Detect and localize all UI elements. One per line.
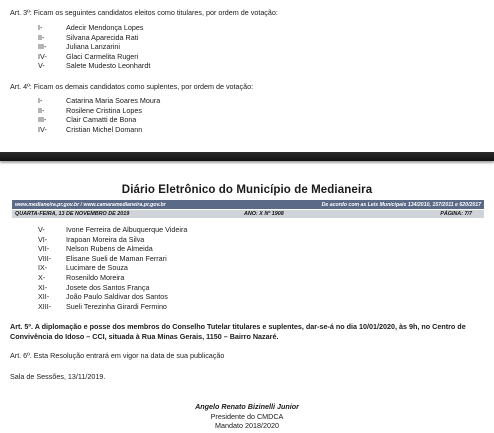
gazette-title: Diário Eletrônico do Município de Medianeira [121, 184, 373, 196]
signatory-role: Presidente do CMDCA [210, 411, 284, 421]
list-item: IX- Lucimare de Souza [38, 263, 128, 273]
page-number: PÁGINA: 7/7 [440, 211, 472, 218]
signatory-name: Angelo Renato Bizinelli Junior [195, 402, 299, 411]
list-item: V- Ivone Ferreira de Albuquerque Videira [38, 225, 188, 234]
suplentes-list [38, 96, 160, 134]
list-item: VII- Nelson Rubens de Almeida [38, 244, 153, 254]
list-item: XII- João Paulo Saldivar dos Santos [38, 292, 168, 302]
article-5-text: Art. 5º. A diplomação e posse dos membros do Conselho Tutelar titulares e suplentes, dar-se-á no dia 10/01/2020, às 9h, no Centro de Convivência do Idoso – CCI, situada à Rua Minas Gerais, 1150 – Bairro Nazaré. [10, 322, 466, 341]
list-item: III- Juliana Lanzarini [38, 42, 120, 52]
page-break-divider [0, 152, 494, 161]
session-room-date: Sala de Sessões, 13/11/2019. [10, 372, 106, 381]
list-item: V- Salete Mudesto Leonhardt [38, 61, 151, 71]
list-item: VI- Irapoan Moreira da Silva [38, 234, 145, 244]
suplentes-continued-list [38, 225, 187, 311]
list-item: I- Catarina Maria Soares Moura [38, 96, 161, 105]
signature-block [0, 402, 494, 431]
gazette-info-bar [12, 200, 484, 209]
list-item: I- Adecir Mendonça Lopes [38, 23, 144, 32]
list-item: III- Clair Camatti de Bona [38, 115, 137, 125]
article-3-text: Art. 3º: Ficam os seguintes candidatos eleitos como titulares, por ordem de votação: [10, 8, 278, 17]
law-reference: De acordo com as Leis Municipais 134/2010, 157/2011 e 620/2017 [321, 201, 481, 208]
signatory-mandate: Mandato 2018/2020 [215, 421, 279, 431]
titulares-list [38, 23, 150, 71]
list-item: II- Silvana Aparecida Rati [38, 32, 139, 42]
list-item: IV- Cristian Michel Domann [38, 124, 143, 134]
list-item: XI- Josete dos Santos França [38, 282, 150, 292]
gazette-date-bar [12, 210, 484, 218]
list-item: II- Rosilene Cristina Lopes [38, 105, 142, 115]
list-item: XIII- Sueli Terezinha Girardi Fermino [38, 301, 167, 311]
article-4-text: Art. 4º: Ficam os demais candidatos como suplentes, por ordem de votação: [10, 82, 254, 91]
edition-number: ANO: X Nº 1908 [244, 211, 284, 218]
list-item: VIII- Elisane Sueli de Maman Ferrari [38, 253, 167, 263]
list-item: IV- Glaci Carmelita Rugeri [38, 51, 139, 61]
article-6-text: Art. 6º. Esta Resolução entrará em vigor na data de sua publicação [10, 351, 225, 360]
website-links: www.medianeira.pr.gov.br / www.camaramedianeira.pr.gov.br [15, 201, 166, 208]
list-item: X- Rosenildo Moreira [38, 272, 125, 282]
issue-date: QUARTA-FEIRA, 13 DE NOVEMBRO DE 2019 [15, 211, 130, 218]
